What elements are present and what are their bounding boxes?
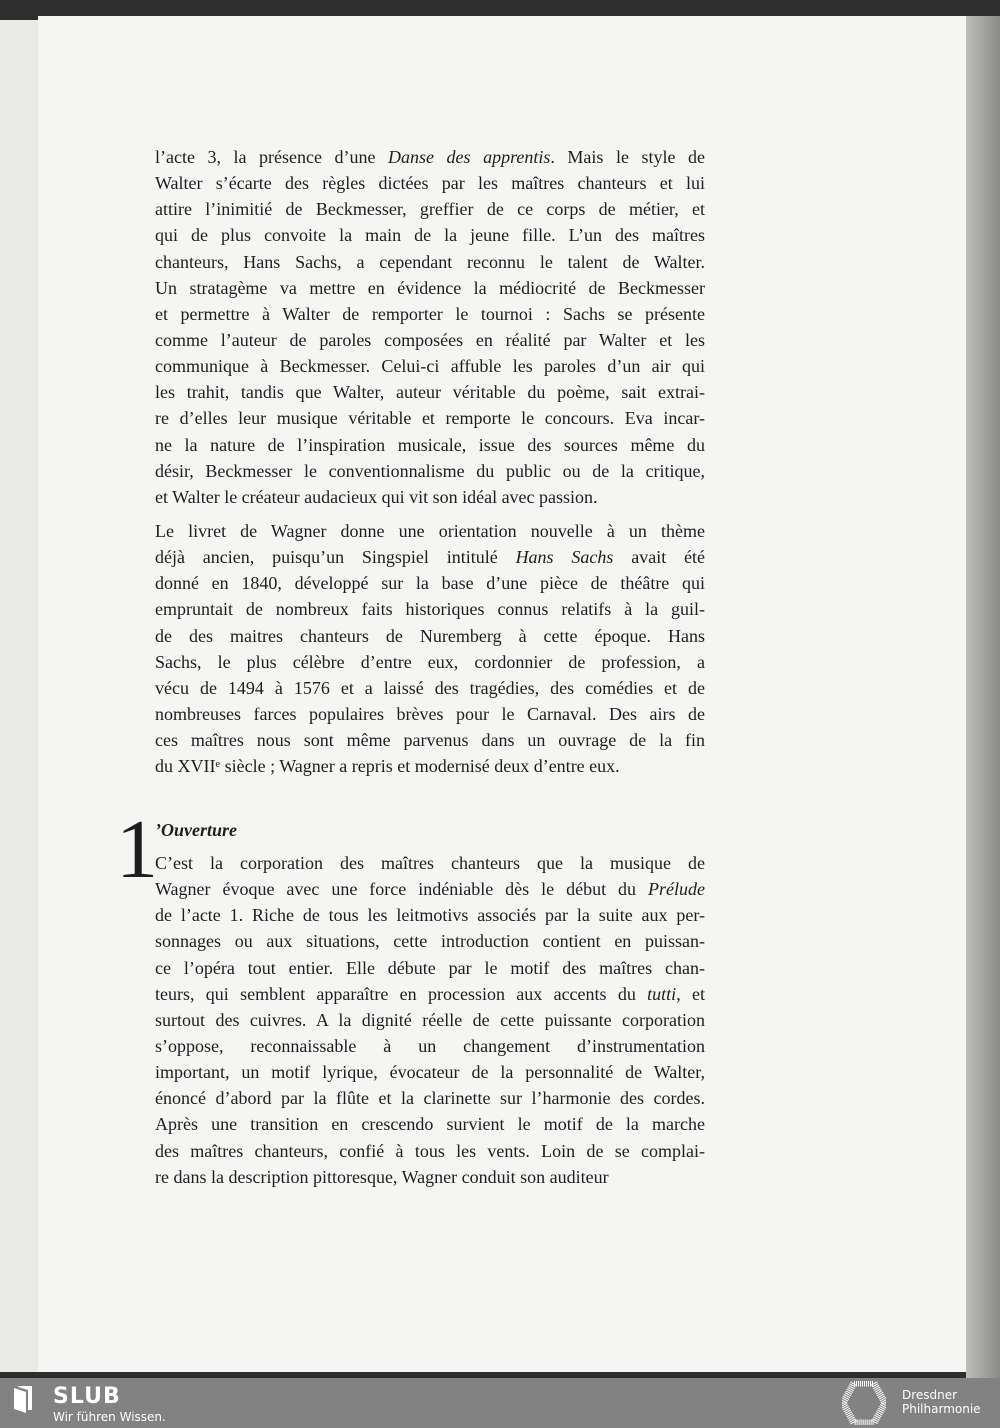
text-line [155, 649, 705, 675]
text-line [155, 902, 705, 928]
text-line [155, 1138, 705, 1164]
text-line [155, 928, 705, 954]
text-line [155, 981, 705, 1007]
text-line [155, 353, 705, 379]
text-run: s’oppose, reconnaissable à un changement d’instrumentation [155, 1035, 705, 1056]
italic-run: tutti [647, 983, 677, 1004]
text-run: l’acte 3, la présence d’une [155, 147, 389, 167]
text-line [155, 1033, 705, 1059]
italic-run: Hans Sachs [515, 547, 614, 568]
text-run: ces maîtres nous sont même parvenus dans un ouvrage de la fin [155, 730, 705, 751]
text-run: énoncé d’abord par la flûte et la clarinette sur l’harmonie des cordes. [155, 1088, 705, 1109]
text-run: attire l’inimitié de Beckmesser, greffier de ce corps de métier, et [155, 199, 705, 220]
text-line [155, 570, 705, 596]
text-run: important, un motif lyrique, évocateur de la personnalité de Walter, [155, 1062, 705, 1083]
text-line [155, 222, 705, 248]
italic-run: Prélude [648, 879, 705, 900]
text-run: Sachs, le plus célèbre d’entre eux, cordonnier de profession, a [155, 651, 705, 672]
text-line [155, 1085, 705, 1111]
text-line [155, 1059, 705, 1085]
paragraph-2 [155, 518, 705, 779]
text-run: re dans la description pittoresque, Wagner conduit son auditeur [155, 1166, 609, 1187]
page-edge-shadow [966, 16, 1000, 1378]
text-line [155, 432, 705, 458]
section-body [155, 850, 705, 1190]
text-line [155, 144, 705, 170]
text-run: et Walter le créateur audacieux qui vit son idéal avec passion. [155, 486, 598, 507]
text-run: Le livret de Wagner donne une orientation nouvelle à un thème [155, 521, 705, 541]
slub-book-icon [12, 1386, 34, 1414]
text-run: C’est la corporation des maîtres chanteurs que la musique de [155, 853, 705, 873]
text-line [155, 170, 705, 196]
text-line [155, 1007, 705, 1033]
text-run: donné en 1840, développé sur la base d’une pièce de théâtre qui [155, 573, 705, 594]
text-run: nombreuses farces populaires brèves pour le Carnaval. Des airs de [155, 703, 705, 724]
text-run: vécu de 1494 à 1576 et a laissé des tragédies, des comédies et de [155, 677, 705, 698]
paragraph-1 [155, 144, 705, 510]
text-line [155, 850, 705, 876]
text-line [155, 405, 705, 431]
text-line [155, 727, 705, 753]
text-run: re d’elles leur musique véritable et remporte le concours. Eva incar- [155, 408, 705, 429]
partner-line-2: Philharmonie [902, 1402, 981, 1416]
text-line [155, 301, 705, 327]
text-run: déjà ancien, puisqu’un Singspiel intitulé [155, 547, 516, 568]
text-line [155, 196, 705, 222]
section-heading: ’Ouverture [155, 820, 237, 840]
text-run: surtout des cuivres. A la dignité réelle de cette puissante corporation [155, 1009, 705, 1030]
text-line [155, 675, 705, 701]
text-line [155, 458, 705, 484]
slub-tagline: Wir führen Wissen. [53, 1410, 166, 1424]
text-line [155, 876, 705, 902]
text-run: et permettre à Walter de remporter le tournoi : Sachs se présente [155, 303, 705, 324]
text-line [155, 1164, 705, 1190]
text-run: du XVIIᵉ siècle ; Wagner a repris et modernisé deux d’entre eux. [155, 756, 620, 777]
text-run: les trahit, tandis que Walter, auteur véritable du poème, sait extrai- [155, 382, 705, 403]
text-run: , et [676, 983, 705, 1004]
text-run: Walter s’écarte des règles dictées par les maîtres chanteurs et lui [155, 173, 705, 194]
text-line [155, 379, 705, 405]
text-line [155, 955, 705, 981]
text-line [155, 518, 705, 544]
slub-logo-text[interactable]: SLUB [53, 1384, 121, 1409]
text-run: . Mais le style de [550, 147, 705, 167]
text-line [155, 753, 705, 779]
text-run: ne la nature de l’inspiration musicale, issue des sources même du [155, 434, 705, 455]
partner-name[interactable] [902, 1388, 981, 1416]
text-run: ce l’opéra tout entier. Elle débute par le motif des maîtres chan- [155, 957, 705, 978]
text-run: teurs, qui semblent apparaître en procession aux accents du [155, 983, 648, 1004]
text-run: empruntait de nombreux faits historiques connus relatifs à la guil- [155, 599, 705, 620]
text-line [155, 327, 705, 353]
text-run: chanteurs, Hans Sachs, a cependant reconnu le talent de Walter. [155, 251, 705, 272]
text-run: de des maitres chanteurs de Nuremberg à cette époque. Hans [155, 625, 705, 646]
text-run: désir, Beckmesser le conventionnalisme du public ou de la critique, [155, 460, 705, 481]
italic-run: Danse des apprentis [388, 147, 551, 167]
text-run: de l’acte 1. Riche de tous les leitmotivs associés par la suite aux per- [155, 905, 705, 926]
text-line [155, 701, 705, 727]
text-run: sonnages ou aux situations, cette introduction contient en puissan- [155, 931, 705, 952]
previous-page-edge [0, 20, 42, 1372]
text-run: comme l’auteur de paroles composées en réalité par Walter et les [155, 329, 705, 350]
text-run: avait été [613, 547, 705, 568]
text-line [155, 544, 705, 570]
text-run: communique à Beckmesser. Celui-ci affuble les paroles d’un air qui [155, 356, 705, 377]
text-line [155, 484, 705, 510]
text-line [155, 275, 705, 301]
text-run: Un stratagème va mettre en évidence la médiocrité de Beckmesser [155, 277, 705, 298]
text-line [155, 596, 705, 622]
text-run: qui de plus convoite la main de la jeune fille. L’un des maîtres [155, 225, 705, 246]
partner-line-1: Dresdner [902, 1388, 958, 1402]
footer-bar [0, 1378, 1000, 1428]
philharmonie-logo-icon [842, 1381, 886, 1425]
text-run: Après une transition en crescendo survient le motif de la marche [155, 1114, 705, 1135]
text-line [155, 623, 705, 649]
text-run: des maîtres chanteurs, confié à tous les vents. Loin de se complai- [155, 1140, 705, 1161]
section-number: 1 [116, 803, 158, 896]
text-line [155, 1111, 705, 1137]
text-run: Wagner évoque avec une force indéniable dès le début du [155, 879, 649, 900]
text-line [155, 249, 705, 275]
